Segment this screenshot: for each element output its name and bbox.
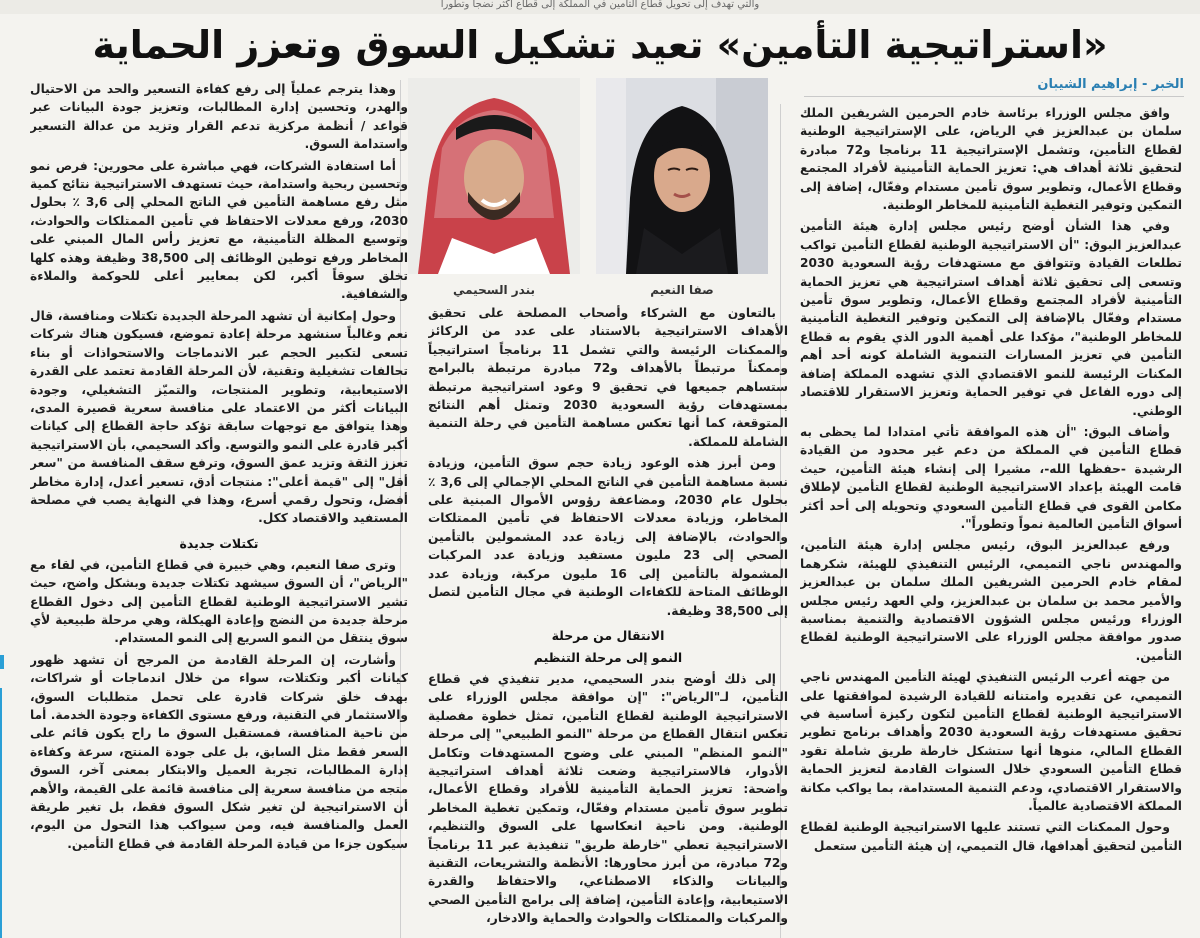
edge-marker xyxy=(0,655,4,669)
subheading: تكتلات جديدة xyxy=(179,535,259,551)
byline: الخبر - إبراهيم الشيبان xyxy=(804,74,1184,97)
portrait-woman-image xyxy=(596,78,768,274)
paragraph: وحول الممكنات التي تستند عليها الاستراتيجية الوطنية لقطاع التأمين لتحقيق أهدافها، قال التميمي، إن هيئة التأمين ستعمل xyxy=(800,820,1182,853)
paragraph: وهذا يترجم عملياً إلى رفع كفاءة التسعير والحد من الاحتيال والهدر، وتحسين إدارة المطالبات، وتعزيز جودة البيانات عبر قواعد / أنظمة مركزية تدعم القرار وتزيد من عدالة التسعير واستدامة السوق. xyxy=(30,82,408,152)
article-column-right xyxy=(800,104,1182,938)
paragraph: ومن أبرز هذه الوعود زيادة حجم سوق التأمين، وزيادة نسبة مساهمة التأمين في الناتج المحلي الإجمالي إلى 3,6 ٪ بحلول عام 2030، ومضاعفة رؤوس الأموال المبنية على المخاطر، وزيادة معدلات الاحتفاظ في تأمين الممتلكات والحوادث، بالإضافة إلى زيادة عدد المشمولين بالتأمين الصحي إلى 23 مليون مستفيد وزيادة عدد المركبات المشمولة بالتأمين إلى 16 مليون مركبة، وزيادة عدد الوظائف المتاحة للكفاءات الوطنية في مجال التأمين لتصل إلى 38,500 وظيفة. xyxy=(428,456,788,618)
paragraph: وحول إمكانية أن تشهد المرحلة الجديدة تكتلات ومنافسة، قال نعم وغالباً سنشهد مرحلة إعادة تموضع، فسيكون هناك شركات تسعى لتكبير الحجم عبر الاندماجات والاستحواذات أو بناء تحالفات تشغيلية وتقنية، لأن المرحلة القادمة تعتمد على القدرة الاستيعابية، وتطوير المنتجات، والتميّز التشغيلي، وجودة البيانات أكثر من الاعتماد على منافسة سعرية قصيرة المدى، وهذا يتوافق مع توجهات سابقة تؤكد حاجة القطاع إلى كيانات أكبر قادرة على النمو والتوسع. وأكد السحيمي، بأن الاستراتيجية تعزز الثقة وتزيد عمق السوق، وترفع سقف المنافسة من "سعر أقل" إلى "قيمة أعلى": منتجات أدق، تسعير أعدل، إدارة مخاطر أفضل، وتحول رقمي أسرع، وهذا في النهاية يصب في مصلحة المستفيد والاقتصاد ككل. xyxy=(30,308,408,526)
paragraph: وأضاف البوق: "أن هذه الموافقة تأتي امتدادا لما يحظى به قطاع التأمين في المملكة من دعم غير محدود من القيادة الرشيدة -حفظها الله-، مشيرا إلى إنشاء هيئة التأمين، حيث قامت الهيئة بإعداد الاستراتيجية الوطنية لقطاع التأمين لإطلاق مكامن القوى في قطاع التأمين السعودي وتحويله إلى أحد أكثر أسواق التأمين العالمية نمواً وتطوراً". xyxy=(800,424,1182,531)
paragraph: ورفع عبدالعزيز البوق، رئيس مجلس إدارة هيئة التأمين، والمهندس ناجي التميمي، الرئيس التنفيذي للهيئة، شكرهما لمقام خادم الحرمين الشريفين الملك سلمان بن عبدالعزيز والأمير محمد بن سلمان بن عبدالعزيز، ولي العهد رئيس مجلس الوزراء ورئيس مجلس الشؤون الاقتصادية والتنمية بمناسبة صدور موافقة مجلس الوزراء على الاستراتيجية الوطنية لقطاع التأمين. xyxy=(800,538,1182,663)
paragraph: وفي هذا الشأن أوضح رئيس مجلس إدارة هيئة التأمين عبدالعزيز البوق: "أن الاستراتيجية الوطنية لقطاع التأمين تواكب تطلعات القيادة وتتوافق مع مستهدفات رؤية السعودية 2030 وتسعى إلى تحقيق ثلاثة أهداف استراتيجية هي تعزيز الحماية التأمينية لأفراد المجتمع وقطاع الأعمال، وتطوير سوق تأمين مستدام وفعّال بالإضافة إلى التمكين وتوفير التغطية التأمينية للمخاطر الوطنية"، مؤكدا على أهمية الدور الذي يقوم به قطاع التأمين في تعزيز المسارات التنموية الشاملة كونه أحد أهم المكنات الرئيسة للنمو الاقتصادي الذي تشهده المملكة إضافة إلى دوره الفاعل في توفير الحماية وتعزيز الاستقرار للاقتصاد الوطني. xyxy=(800,219,1182,418)
caption-man: بندر السحيمي xyxy=(453,283,535,297)
paragraph: بالتعاون مع الشركاء وأصحاب المصلحة على تحقيق الأهداف الاستراتيجية بالاستناد على عدد من الركائز والممكنات الرئيسة والتي تشمل 11 برنامجاً استراتيجياً وممكناً مرتبطاً بالأهداف و72 مبادرة مرتبطة بالبرامج ستساهم جميعها في تحقيق 9 وعود استراتيجية مرتبطة بمستهدفات رؤية السعودية 2030 وتمثل أهم النتائج المتوقعة، كما أنها تعكس مساهمة التأمين في رحلة التنمية الشاملة للمملكة. xyxy=(428,306,788,449)
paragraph: إلى ذلك أوضح بندر السحيمي، مدير تنفيذي في قطاع التأمين، لـ"الرياض": "إن موافقة مجلس الوزراء على الاستراتيجية الوطنية لقطاع التأمين، تمثل خطوة مفصلية تعكس انتقال القطاع من مرحلة "النمو الطبيعي" إلى مرحلة "النمو المنظم" المبني على وضوح المستهدفات وتكامل الأدوار، فالاستراتيجية وضعت ثلاثة أهداف استراتيجية واضحة: تعزيز الحماية التأمينية للأفراد وقطاع الأعمال، تطوير سوق تأمين مستدام وفعّال، وتمكين تغطية المخاطر الوطنية. ومن ناحية انعكاسها على السوق والتنظيم، الاستراتيجية تعطي "خارطة طريق" تنفيذية عبر 11 برنامجاً و72 مبادرة، من أبرز محاورها: الأنظمة والتشريعات، التقنية والبيانات والذكاء الاصطناعي، والاحتفاظ والقدرة الاستيعابية، وإعادة التأمين، إضافة إلى برامج التأمين الصحي والمركبات والممتلكات والحوادث والحماية والادخار، xyxy=(428,671,788,926)
article-headline: «استراتيجية التأمين» تعيد تشكيل السوق وتعزز الحماية xyxy=(92,23,1108,67)
previous-article-strip: والتي تهدف إلى تحويل قطاع التأمين في المملكة إلى قطاع أكثر نضجاً وتطوراً xyxy=(0,0,1200,14)
caption-woman: صفا النعيم xyxy=(650,283,714,297)
subheading: النمو إلى مرحلة التنظيم xyxy=(533,649,683,665)
photo-safa-alnaeem xyxy=(596,78,768,274)
paragraph: وأشارت، إن المرحلة القادمة من المرجح أن تشهد ظهور كيانات أكبر وتكتلات، سواء من خلال اندماجات أو شراكات، بهدف خلق شركات قادرة على تحمل متطلبات السوق، والاستثمار في التقنية، ورفع مستوى الكفاءة وجودة الخدمة. أما من ناحية المنافسة، فمستقبل السوق ما راح يكون قائم على السعر فقط مثل السابق، بل على جودة المنتج، سرعة وكفاءة إدارة المطالبات، تجربة العميل والابتكار بمعنى آخر، السوق متجه من منافسة سعرية إلى منافسة قائمة على القيمة، والأهم أن الاستراتيجية لن تغير شكل السوق فقط، بل تغير طريقة العمل والمنافسة فيه، ومن سيواكب هذا التحول من اليوم، سيكون جزءا من قيادة المرحلة القادمة في قطاع التأمين. xyxy=(30,652,408,851)
article-column-middle xyxy=(428,304,788,938)
edge-rule xyxy=(0,688,2,938)
paragraph: من جهته أعرب الرئيس التنفيذي لهيئة التأمين المهندس ناجي التميمي، عن تقديره وامتنانه للقيادة الرشيدة لموافقتها على الاستراتيجية الوطنية لقطاع التأمين لتكون ركيزة أساسية في تحقيق مستهدفات رؤية السعودية 2030 وأهداف برنامج تطوير القطاع المالي، منوها أنها ستشكل خارطة طريق شاملة تقود قطاع التأمين السعودي خلال السنوات القادمة لتعزيز الحماية والاستقرار الاقتصادي، ودعم التنمية المستدامة، بما يواكب مكانة المملكة الاقتصادية عالمياً. xyxy=(800,670,1182,814)
paragraph: وترى صفا النعيم، وهي خبيرة في قطاع التأمين، في لقاء مع "الرياض"، أن السوق سيشهد تكتلات جديدة وبشكل واضح، حيث تشير الاستراتيجية الوطنية لقطاع التأمين إلى دخول القطاع مرحلة جديدة من النضج وإعادة الهيكلة، وهي مرحلة طبيعية لأي سوق ينتقل من النمو السريع إلى النمو المستدام. xyxy=(30,557,408,646)
paragraph: وافق مجلس الوزراء برئاسة خادم الحرمين الشريفين الملك سلمان بن عبدالعزيز في الرياض، على الإستراتيجية الوطنية لقطاع التأمين، وتشمل الإستراتيجية 11 برنامجا و72 مبادرة لتحقيق ثلاثة أهداف هي: تعزيز الحماية التأمينية لأفراد المجتمع وقطاع الأعمال، وتطوير سوق تأمين مستدام وفعّال، إضافة إلى التمكين وتوفير التغطية التأمينية للمخاطر الوطنية. xyxy=(800,106,1182,213)
portrait-man-image xyxy=(408,78,580,274)
paragraph: أما استفادة الشركات، فهي مباشرة على محورين: فرص نمو وتحسين ربحية واستدامة، حيث تستهدف الاستراتيجية نتائج كمية مثل رفع مساهمة التأمين في الناتج المحلي إلى 3,6 ٪ بحلول 2030، ورفع معدلات الاحتفاظ في تأمين الممتلكات والحوادث، وتوسيع المظلة التأمينية، مع تعزيز رأس المال المبني على المخاطر ورفع توطين الوظائف إلى 38,500 وظيفة وهذه كلها تخلق سوقاً أكبر، لكن بمعايير أعلى للحوكمة والملاءة والشفافية. xyxy=(30,158,408,302)
photo-bandar-alsuhaimi xyxy=(408,78,580,274)
article-column-left xyxy=(30,80,408,938)
subheading: الانتقال من مرحلة xyxy=(551,627,665,643)
